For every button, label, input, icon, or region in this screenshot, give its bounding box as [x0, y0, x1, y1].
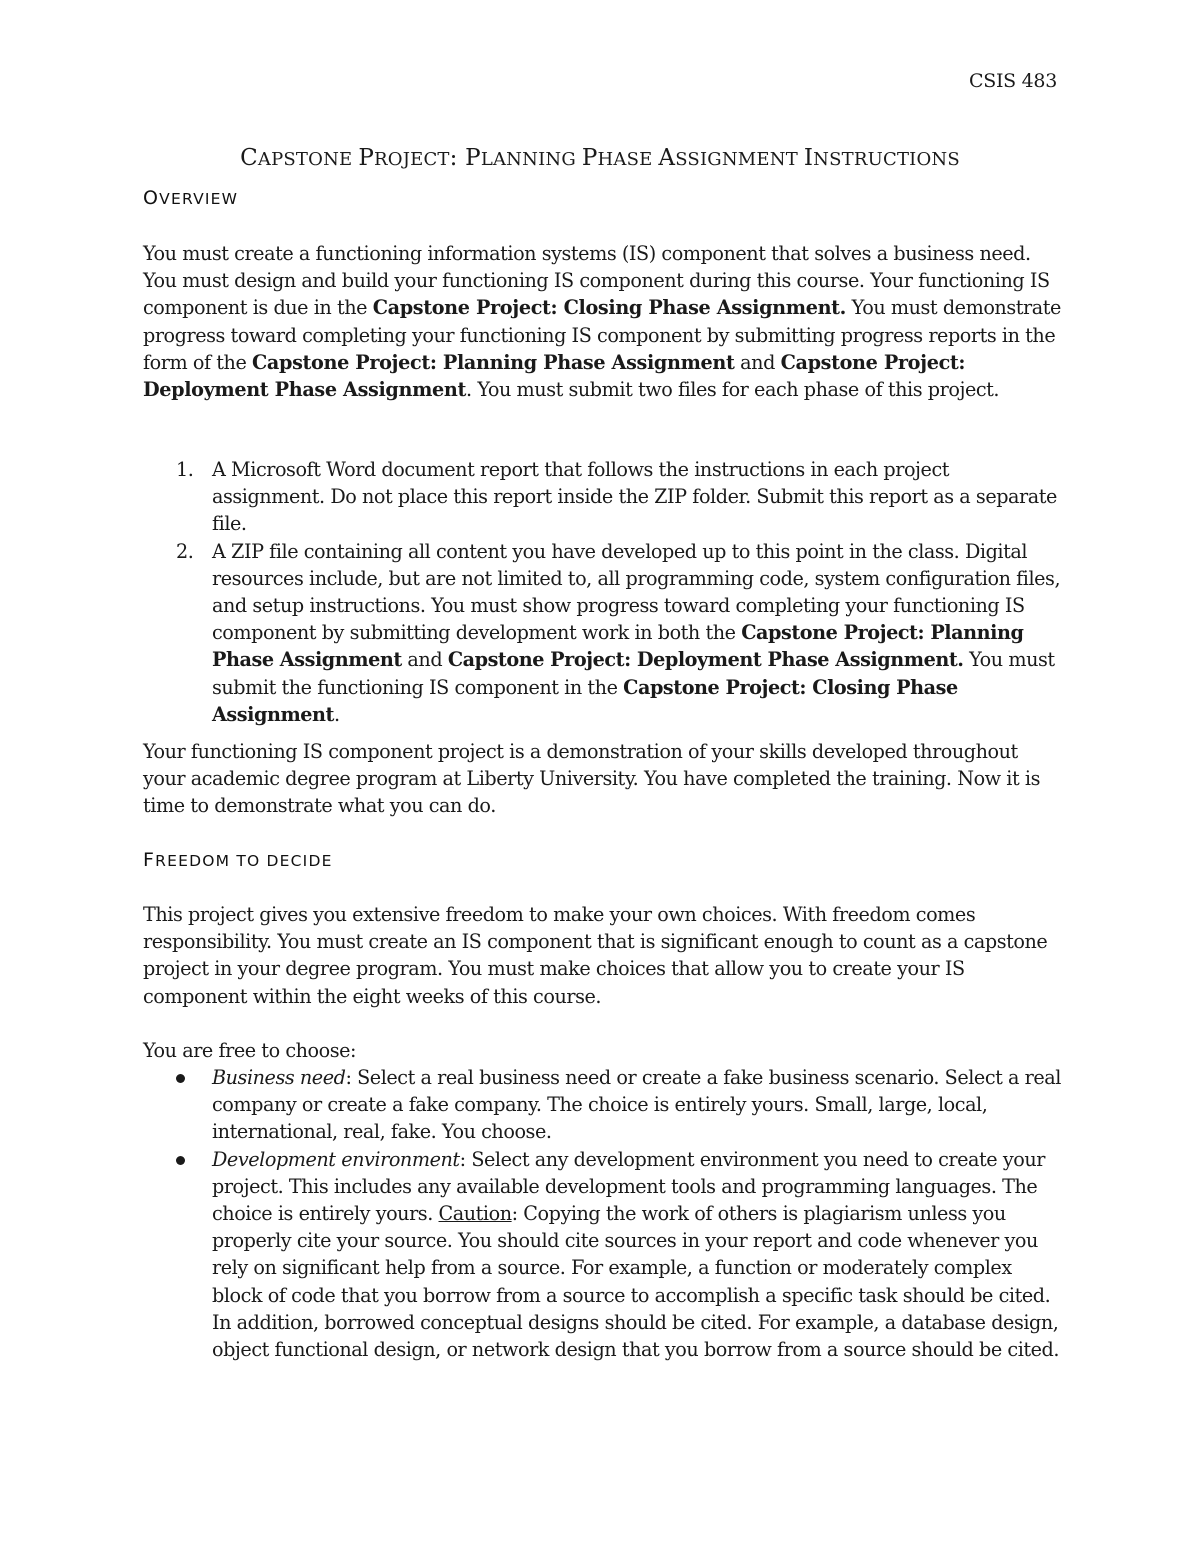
list-item: 2. A ZIP file containing all content you have developed up to this point in the class. Digital resources include, but are not limited to, all programming code, system configuration files, and setup instructions. You must show progress toward completing your functioning IS component by submitting development work in both the Capstone Project: Planning Phase Assignment and Capstone Project: Deployment Phase Assignment. You must submit the functioning IS component in the Capstone Project: Closing Phase Assignment.	[176, 539, 1061, 726]
freedom-paragraph: This project gives you extensive freedom to make your own choices. With freedom comes responsibility. You must create an IS component that is significant enough to count as a capstone project in your degree program. You must make choices that allow you to create your IS component within the eight weeks of this course.	[143, 903, 1048, 1008]
caution-label: Caution	[438, 1202, 512, 1226]
choose-intro: You are free to choose:	[143, 1039, 357, 1062]
list-item: Business need: Select a real business need or create a fake business scenario. Select a real company or create a fake company. The choice is entirely yours. Small, large, local, international, real, fake. You choose.	[143, 1064, 1063, 1146]
list-item: Development environment: Select any development environment you need to create your project. This includes any available development tools and programming languages. The choice is entirely yours. Caution: Copying the work of others is plagiarism unless you properly cite your source. You should cite sources in your report and code whenever you rely on significant help from a source. For example, a function or moderately complex block of code that you borrow from a source to accomplish a specific task should be cited. In addition, borrowed conceptual designs should be cited. For example, a database design, object functional design, or network design that you borrow from a source should be cited.	[143, 1146, 1063, 1364]
bullet-icon	[176, 1074, 185, 1083]
freedom-heading: FREEDOM TO DECIDE	[143, 849, 333, 871]
list-item: 1. A Microsoft Word document report that follows the instructions in each project assignment. Do not place this report inside the ZIP folder. Submit this report as a separate file.	[176, 458, 1057, 536]
overview-paragraph: You must create a functioning information systems (IS) component that solves a business need. You must design and build your functioning IS component during this course. Your functioning IS component is due in the Capstone Project: Closing Phase Assignment. You must demonstrate progress toward completing your functioning IS component by submitting progress reports in the form of the Capstone Project: Planning Phase Assignment and Capstone Project: Deployment Phase Assignment. You must submit two files for each phase of this project.	[143, 242, 1061, 402]
bullet-icon	[176, 1156, 185, 1165]
deliverables-list	[143, 456, 1063, 728]
overview-closing-paragraph: Your functioning IS component project is a demonstration of your skills developed throughout your academic degree program at Liberty University. You have completed the training. Now it is time to demonstrate what you can do.	[143, 740, 1040, 818]
document-title: CAPSTONE PROJECT: PLANNING PHASE ASSIGNMENT INSTRUCTIONS	[240, 145, 960, 171]
choices-list	[143, 1064, 1063, 1363]
overview-heading: OVERVIEW	[143, 187, 239, 209]
course-code: CSIS 483	[969, 70, 1057, 92]
